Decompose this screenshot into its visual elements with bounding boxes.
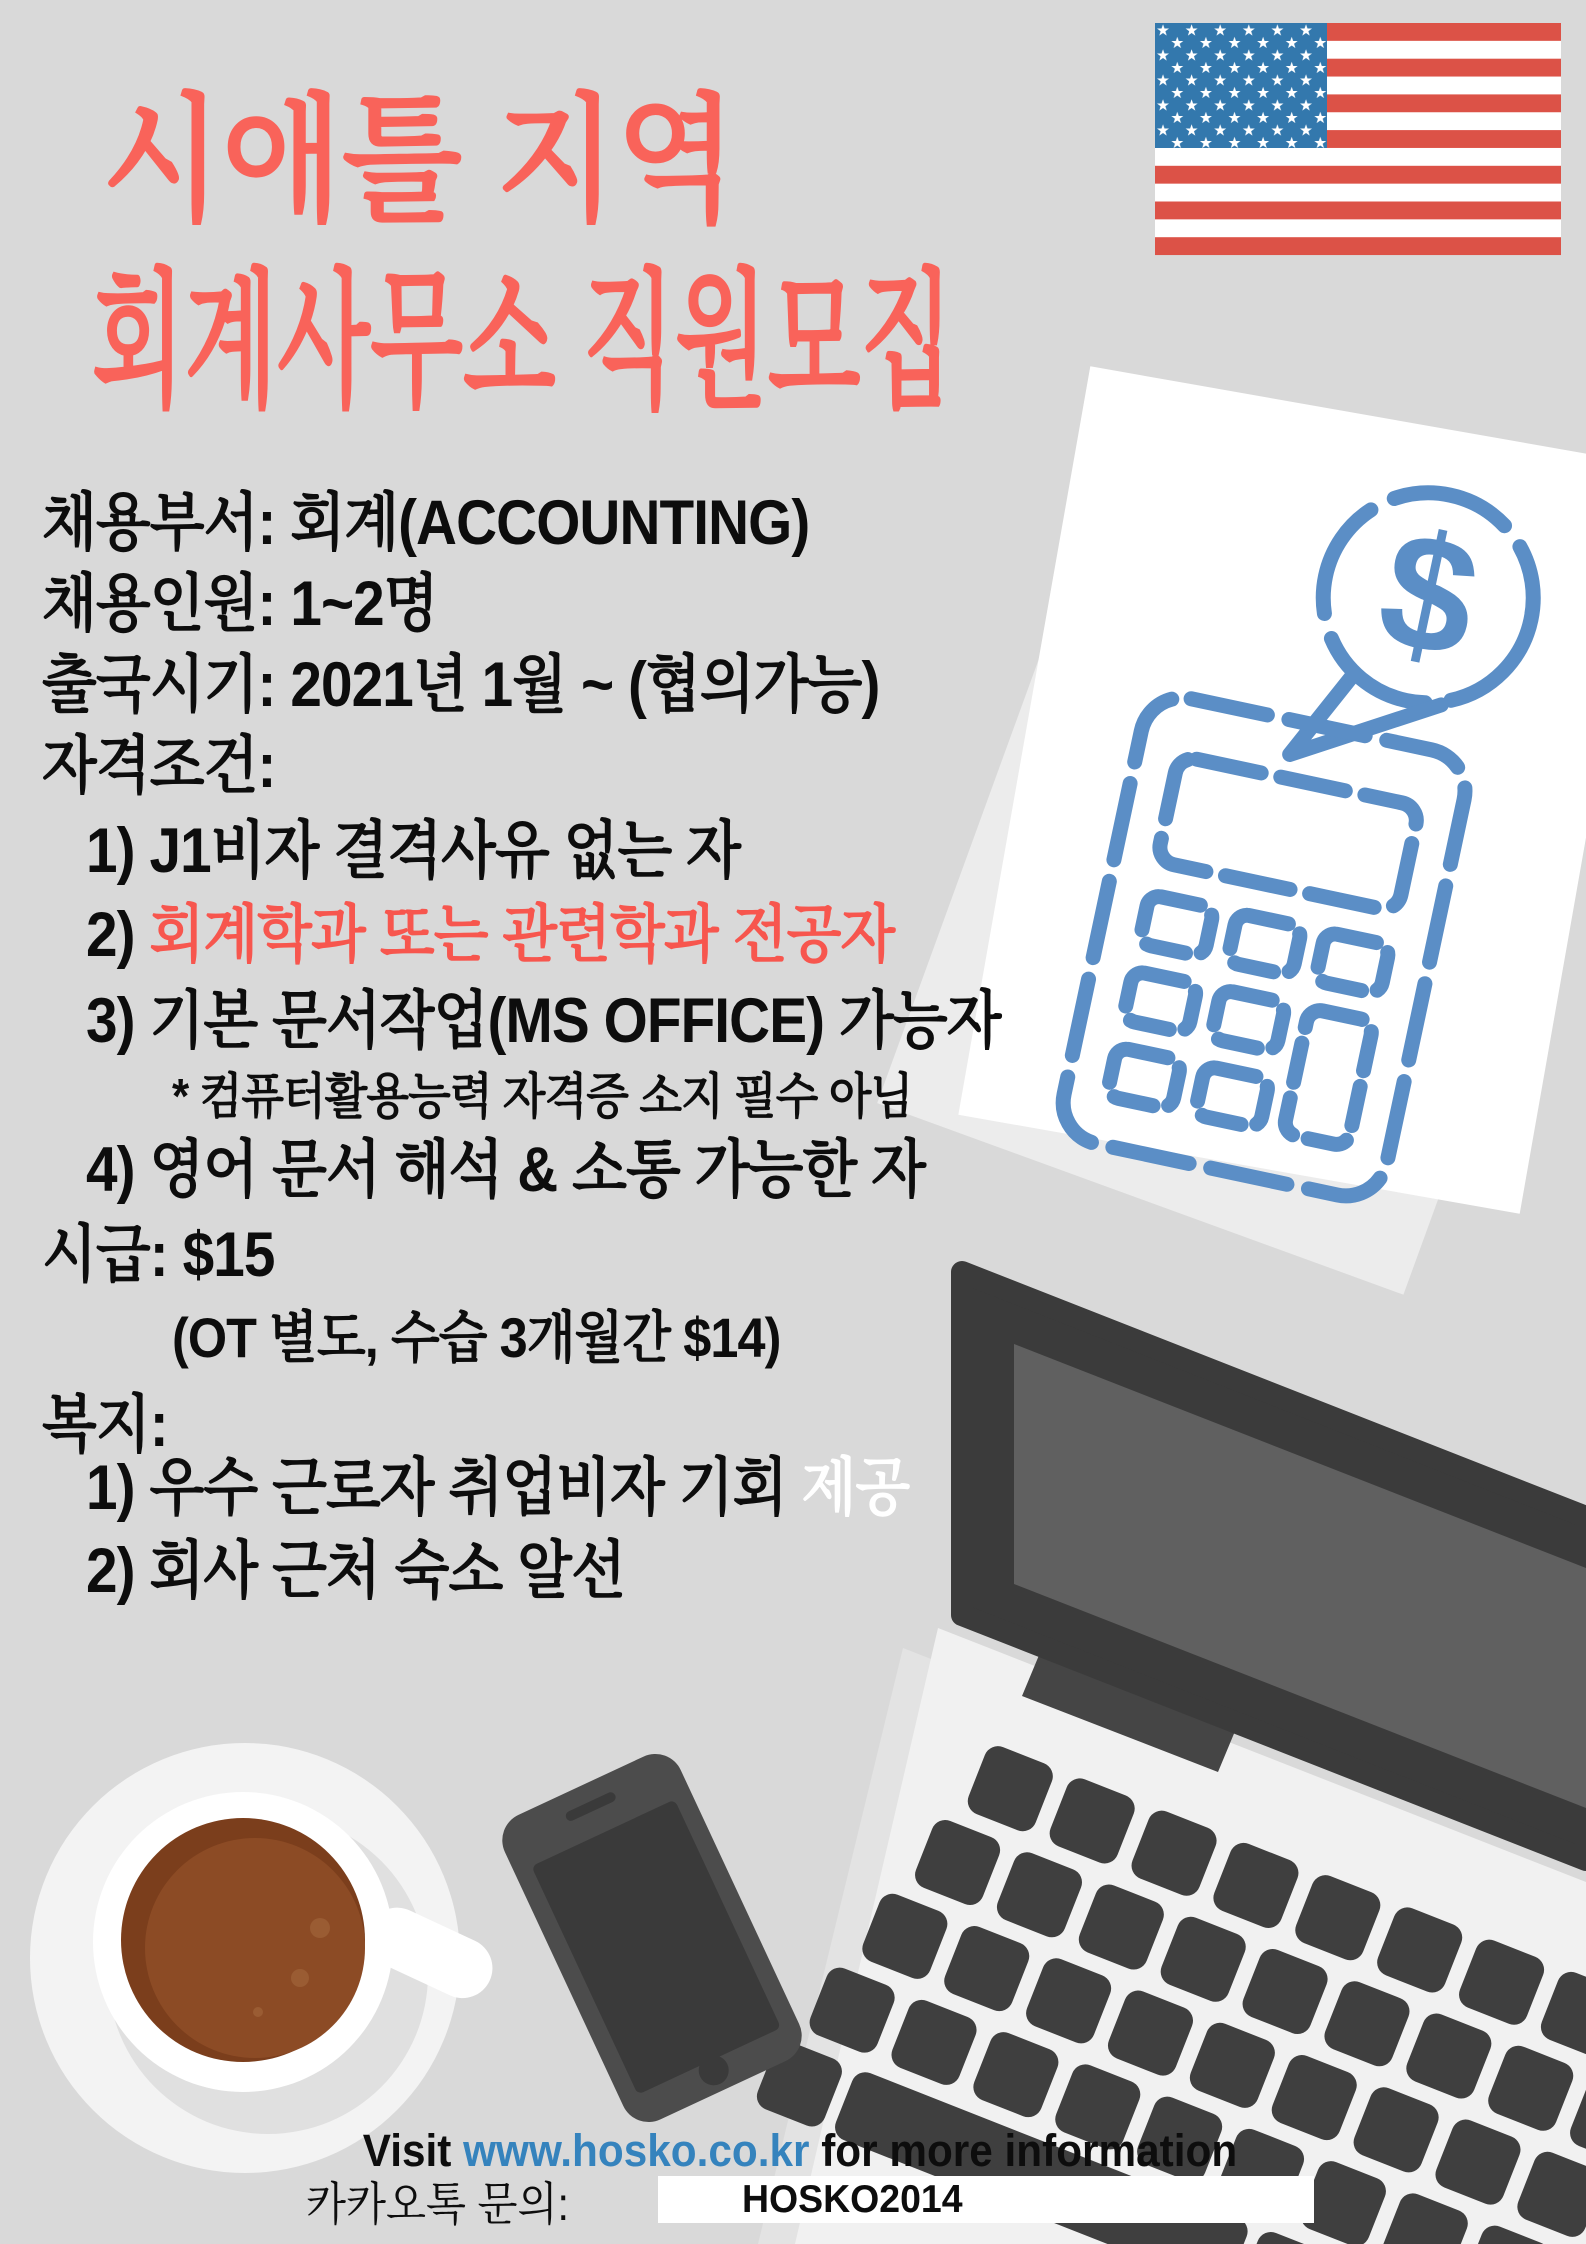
title-line2: 회계사무소 직원모집 — [92, 257, 954, 425]
us-flag-icon — [1155, 23, 1561, 255]
qualification-2-highlight: 회계학과 또는 관련학과 전공자 — [149, 900, 895, 970]
footer-visit-line — [330, 2126, 1270, 2176]
kakao-label: 카카오톡 문의: — [306, 2178, 569, 2230]
qualification-4: 4) 영어 문서 해석 & 소통 가능한 자 — [86, 1135, 926, 1205]
welfare-header: 복지: — [42, 1390, 168, 1460]
wage-line: 시급: $15 — [42, 1220, 275, 1290]
kakao-id-box — [658, 2176, 1314, 2223]
qualification-1: 1) J1비자 결격사유 없는 자 — [86, 816, 741, 886]
visit-prefix: Visit — [362, 2125, 464, 2176]
visit-suffix: for more information — [809, 2125, 1238, 2176]
website-link[interactable]: www.hosko.co.kr — [463, 2125, 810, 2176]
dept-line: 채용부서: 회계(ACCOUNTING) — [42, 488, 810, 558]
welfare-2: 2) 회사 근처 숙소 알선 — [86, 1536, 626, 1606]
coffee-bubble — [291, 1969, 309, 1987]
coffee-cup-icon — [30, 1743, 502, 2173]
coffee-bubble — [310, 1918, 330, 1938]
qualification-2-number: 2) — [86, 900, 150, 970]
welfare-1 — [86, 1455, 909, 1522]
phone-icon — [493, 1745, 811, 2132]
coffee-bubble — [253, 2007, 263, 2017]
kakao-id: HOSKO2014 — [742, 2178, 963, 2221]
laptop-illustration — [753, 1272, 1586, 2244]
departure-line: 출국시기: 2021년 1월 ~ (협의가능) — [42, 650, 880, 720]
qualification-3-note: * 컴퓨터활용능력 자격증 소지 필수 아님 — [172, 1070, 913, 1124]
welfare-1-highlight: 제공 — [801, 1453, 910, 1523]
headcount-line: 채용인원: 1~2명 — [42, 569, 438, 639]
dollar-sign-glyph: $ — [1365, 494, 1494, 694]
title-line1: 시애틀 지역 — [102, 84, 737, 238]
coffee-light — [145, 1838, 365, 2058]
welfare-1-text: 1) 우수 근로자 취업비자 기회 — [86, 1453, 802, 1523]
wage-note-line: (OT 별도, 수습 3개월간 $14) — [172, 1306, 781, 1369]
qualification-header: 자격조건: — [42, 731, 276, 801]
qualification-2 — [86, 902, 894, 969]
qualification-3: 3) 기본 문서작업(MS OFFICE) 가능자 — [86, 986, 1001, 1056]
